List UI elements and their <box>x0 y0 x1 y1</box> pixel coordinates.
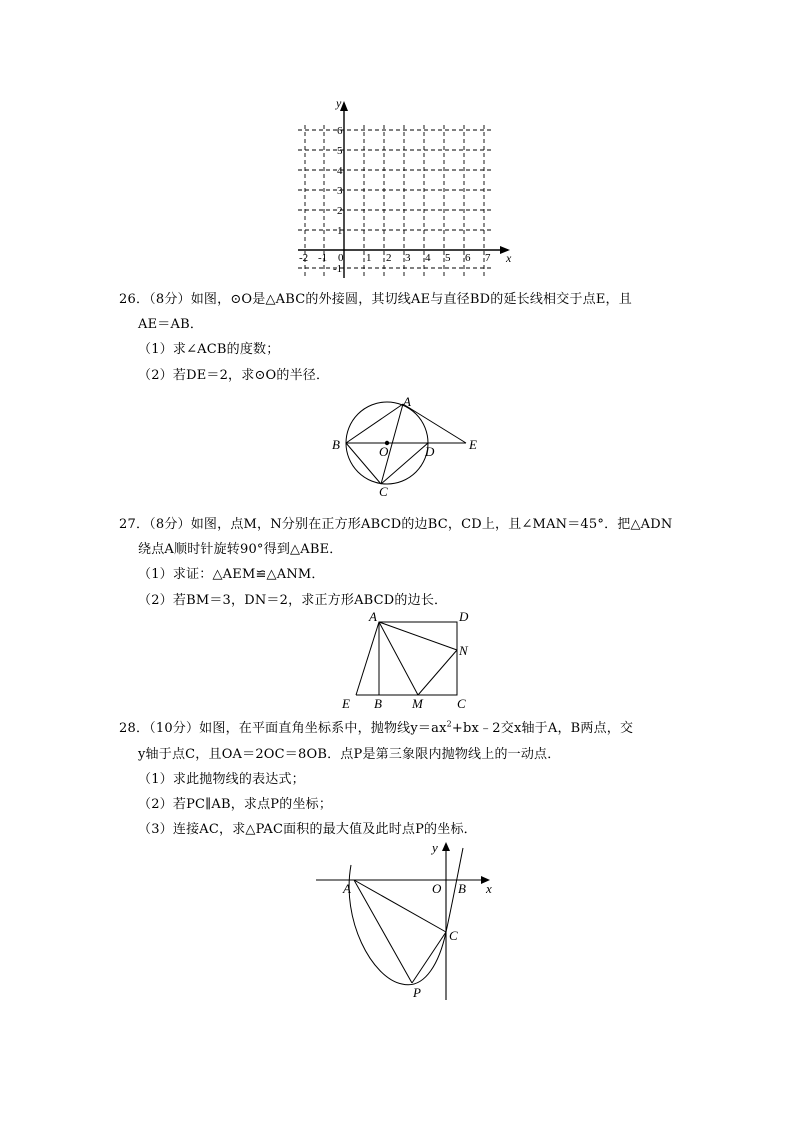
x-tick-label: 2 <box>386 252 392 264</box>
label-e: E <box>342 696 350 711</box>
label-m: M <box>412 696 423 711</box>
q28-line1 <box>119 717 633 736</box>
segment-ap <box>354 880 412 983</box>
label-e: E <box>469 437 477 452</box>
q28-part2: （2）若PC∥AB，求点P的坐标； <box>138 797 333 812</box>
q28-exponent: 2 <box>446 719 452 729</box>
q26-circle-figure <box>0 390 794 510</box>
q28-line2: y轴于点C，且OA＝2OC＝8OB．点P是第三象限内抛物线上的一动点． <box>138 747 561 762</box>
label-d: D <box>459 609 469 624</box>
label-p: P <box>413 985 421 1000</box>
x-tick-labels <box>299 252 491 264</box>
y-tick-label: 4 <box>337 165 343 177</box>
label-b: B <box>332 437 340 452</box>
y-tick-label: 2 <box>337 205 343 217</box>
y-axis-arrow <box>442 842 450 851</box>
coordinate-grid-figure <box>0 90 794 290</box>
x-tick-label: 7 <box>485 252 491 264</box>
q26-line2: AE＝AB． <box>138 317 204 332</box>
segment-ae <box>356 622 379 695</box>
label-c: C <box>379 484 388 499</box>
segment-an <box>379 622 457 650</box>
label-b: B <box>458 881 466 896</box>
y-tick-label: 5 <box>337 145 343 157</box>
segment-ae <box>403 404 466 443</box>
label-b: B <box>374 696 382 711</box>
label-o: O <box>379 444 389 459</box>
x-tick-label: 5 <box>445 252 451 264</box>
y-tick-label: 6 <box>337 125 343 137</box>
segment-pc <box>412 932 446 983</box>
x-tick-label: 6 <box>465 252 471 264</box>
q27-part1: （1）求证：△AEM≌△ANM． <box>138 567 325 582</box>
x-tick-label: 1 <box>366 252 372 264</box>
label-c: C <box>457 696 466 711</box>
q28-line1-rest: +bx﹣2交x轴于A，B两点，交 <box>451 721 634 736</box>
y-tick-label: 3 <box>337 185 343 197</box>
label-a: A <box>403 394 411 409</box>
segment-am <box>379 622 418 695</box>
y-tick-label: 1 <box>337 225 343 237</box>
label-o: O <box>432 881 442 896</box>
q27-line2: 绕点A顺时针旋转90°得到△ABE． <box>138 542 343 557</box>
q26-line1: 26．（8分）如图，⊙O是△ABC的外接圆，其切线AE与直径BD的延长线相交于点E，且 <box>119 292 632 307</box>
label-x: x <box>486 881 492 896</box>
label-y: y <box>432 840 438 855</box>
q26-part2: （2）若DE＝2，求⊙O的半径． <box>138 368 330 383</box>
x-tick-label: -1 <box>318 252 328 264</box>
x-tick-label: 3 <box>405 252 411 264</box>
q28-part1: （1）求此抛物线的表达式； <box>138 772 305 787</box>
q28-line1-text: 28．（10分）如图，在平面直角坐标系中，抛物线y＝ax <box>119 721 447 736</box>
q26-part1: （1）求∠ACB的度数； <box>138 342 280 357</box>
x-tick-label: -2 <box>299 252 309 264</box>
label-a: A <box>369 609 377 624</box>
q27-part2: （2）若BM＝3，DN＝2，求正方形ABCD的边长． <box>138 593 448 608</box>
q27-line1: 27．（8分）如图，点M，N分别在正方形ABCD的边BC，CD上，且∠MAN＝45°．把△ADN <box>119 517 673 532</box>
label-d: D <box>425 444 435 459</box>
segment-mn <box>418 650 457 695</box>
label-a: A <box>343 881 351 896</box>
origin-label: 0 <box>338 252 344 264</box>
q28-parabola-figure <box>0 838 794 1008</box>
square-abcd <box>379 622 457 695</box>
label-c: C <box>449 928 458 943</box>
y-tick-label: -1 <box>333 263 343 275</box>
x-tick-label: 4 <box>425 252 431 264</box>
x-axis-label: x <box>506 251 512 265</box>
y-axis-label: y <box>336 96 342 110</box>
q27-square-figure <box>0 610 794 710</box>
q28-part3: （3）连接AC，求△PAC面积的最大值及此时点P的坐标． <box>138 822 477 837</box>
label-n: N <box>459 643 468 658</box>
segment-ba <box>346 404 403 443</box>
